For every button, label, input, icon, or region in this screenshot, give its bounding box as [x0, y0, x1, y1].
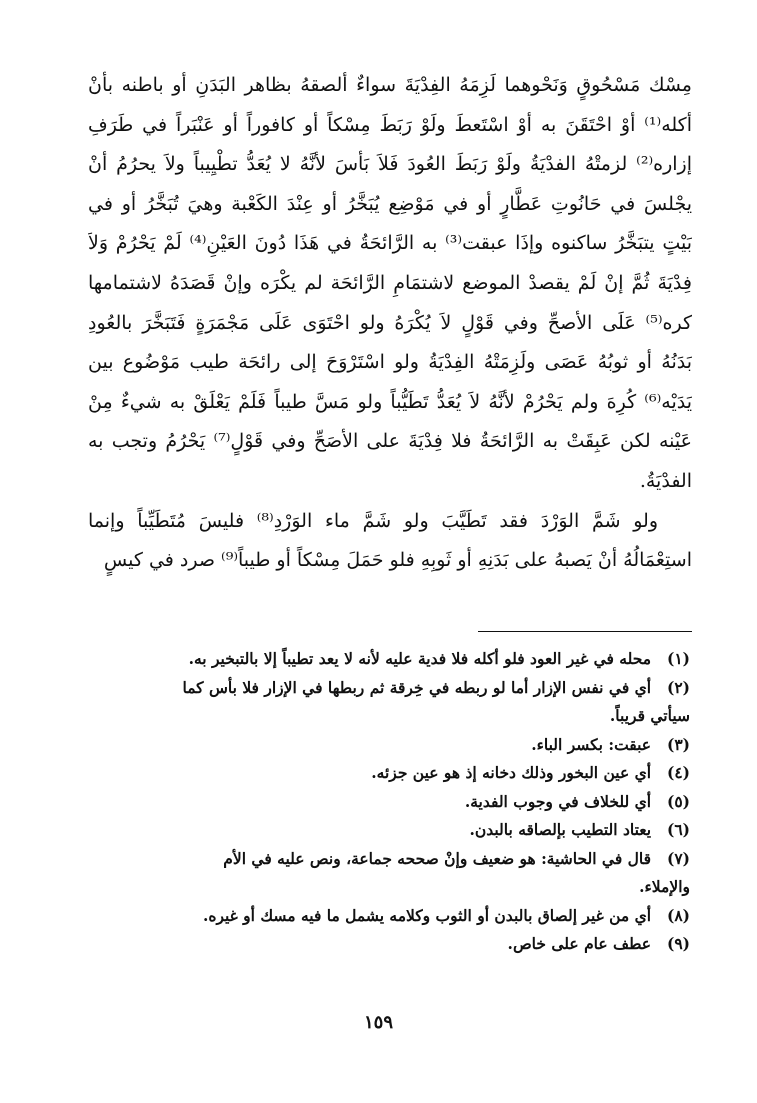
- body-line: بَدَنُهُ أو ثوبُهُ عَصَى ولَزِمَتْهُ الفِدْيَةُ ولو اسْتَرْوَحَ إلى رائحَة طيب مَوْضُوع بين: [88, 351, 692, 374]
- body-line: مِسْك مَسْحُوقٍ وَنَحْوهما لَزِمَهُ الفِدْيَةَ سواءٌ ألصقهُ بظاهر البَدَنِ أو باطنه بأنْ: [88, 74, 692, 96]
- footnote: [88, 788, 692, 817]
- footnote: [88, 674, 692, 703]
- body-line: فِدْيَةَ ثُمَّ إنْ لَمْ يقصدْ الموضع لاشتمَامِ الرَّائحَة لم يكْرَه وإنْ قَصَدَهُ لاشتمامها: [88, 271, 692, 294]
- page-number: ١٥٩: [363, 1012, 393, 1033]
- footnote-text: أي للخلاف في وجوب الفدية.: [464, 791, 652, 811]
- footnote-separator: [478, 631, 692, 632]
- footnote-number: (٩): [666, 934, 690, 953]
- footnote: [88, 731, 692, 760]
- body-line: يجْلسَ في حَانُوتِ عَطَّارٍ أو في مَوْضِع يُبَخَّرُ أو عِنْدَ الكَعْبة وهيَ تُبَخَّرُ أو في: [88, 192, 692, 215]
- footnote-text: أي عين البخور وذلك دخانه إذ هو عين جزئه.: [371, 763, 652, 782]
- body-line: استِعْمَالُهُ أنْ يَصبهُ على بَدَنِهِ أو ثَوبِهِ فلو حَمَلَ مِسْكاً أو طيباً⁽⁹⁾ صرد في كيسٍ: [103, 549, 692, 572]
- body-line: كره⁽⁵⁾ عَلَى الأصحِّ وفي قَوْلٍ لاَ يُكْرَهُ ولو احْتَوَى عَلَى مَجْمَرَةٍ فَتَبَخَّرَ بالعُودِ: [88, 311, 692, 334]
- footnote: [88, 759, 692, 788]
- footnote-number: (٧): [666, 848, 690, 868]
- body-line: أكله⁽¹⁾ أوْ احْتَقَنَ به أوْ اسْتَعطَ ولَوْ رَبَطَ مِسْكاً أو كافوراً أو عَنْبَراً في طَرَفِ: [88, 113, 692, 136]
- footnote-text: أي في نفس الإزار أما لو ربطه في خِرقة ثم ربطها في الإزار فلا بأس كما: [182, 677, 652, 697]
- footnote-number: (٣): [666, 734, 690, 754]
- footnotes-section: [88, 645, 692, 959]
- footnote-text: قال في الحاشية: هو ضعيف وإنْ صححه جماعة، ونص عليه في الأم: [223, 848, 652, 868]
- body-line: عَيْنه لكن عَبِقَتْ به الرَّائحَةُ فلا فِدْيَةَ على الأصَحِّ وفي قَوْلٍ⁽⁷⁾ يَحْرُمُ وتجب به: [88, 430, 692, 453]
- body-line: يَدَيْه⁽⁶⁾ كُرِهَ ولم يَحْرُمْ لأنَّهُ لاَ يُعَدُّ تَطَيُّباً ولو مَسَّ طيباً فَلَمْ يَعْلَقْ به شيءٌ مِنْ: [88, 390, 692, 413]
- footnote-number: (١): [666, 649, 690, 668]
- footnote-text: أي من غير إلصاق بالبدن أو الثوب وكلامه يشمل ما فيه مسك أو غيره.: [202, 905, 652, 925]
- footnote-number: (٥): [666, 791, 690, 811]
- footnote-text: عطف عام على خاص.: [507, 934, 652, 953]
- footnote: [88, 645, 692, 674]
- body-line: بَيْتٍ يتبَخَّرُ ساكنوه وإذَا عبقت⁽³⁾ به الرَّائحَةُ في هَذَا دُونَ العَيْنِ⁽⁴⁾ لَمْ يَحْرُمْ وَلاَ: [88, 232, 692, 255]
- body-line: الفدْيَةُ.: [639, 469, 692, 492]
- footnote-number: (٢): [666, 677, 690, 697]
- footnote-number: (٤): [666, 763, 690, 782]
- body-line: إزاره⁽²⁾ لزمتْهُ الفدْيَةُ ولَوْ رَبَطَ العُودَ فَلاَ بَأسَ لأنَّهُ لا يُعَدُّ تطْيِيباً ولاَ يحرُمُ أنْ: [88, 153, 692, 176]
- main-body-text: [88, 66, 692, 581]
- footnote-number: (٦): [666, 820, 690, 839]
- footnote: [88, 816, 692, 845]
- footnote: [88, 930, 692, 959]
- footnote: [88, 902, 692, 931]
- body-line: ولو شَمَّ الوَرْدَ فقد تَطَيَّبَ ولو شَمَّ ماء الوَرْدِ⁽⁸⁾ فليسَ مُتَطَيِّباً وإنما: [88, 509, 658, 532]
- footnote-text: محله في غير العود فلو أكله فلا فدية عليه لأنه لا يعد تطيباً إلا بالتبخير به.: [188, 649, 652, 668]
- footnote: [88, 845, 692, 874]
- footnote-continuation: والإملاء.: [639, 877, 690, 896]
- footnote-continuation: سيأتي قريباً.: [609, 706, 690, 725]
- footnote-text: يعتاد التطيب بإلصاقه بالبدن.: [469, 820, 652, 839]
- footnote-text: عبقت: بكسر الباء.: [531, 734, 652, 754]
- footnote-number: (٨): [666, 905, 690, 925]
